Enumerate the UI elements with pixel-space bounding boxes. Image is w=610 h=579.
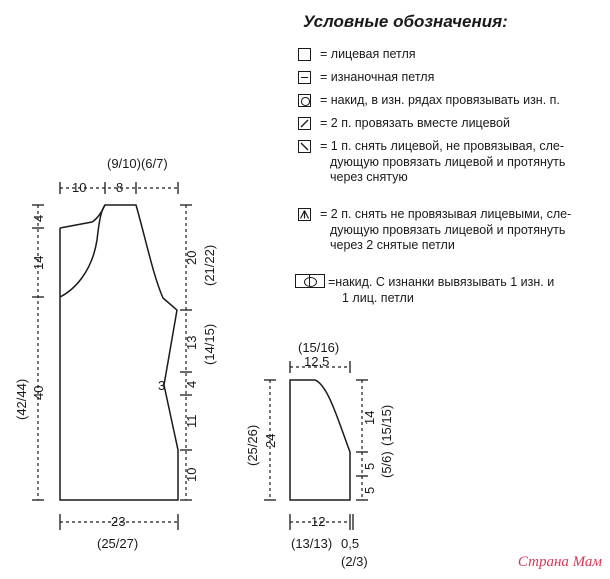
sleeve-right-label-d: (5/6) [379,451,394,478]
front-left-label-a: 4 [31,214,46,222]
front-left-label-c: (42/44) [14,378,29,420]
front-right-label-a: 20 [184,250,199,265]
sleeve-bottom-label-c: 0,5 [341,536,360,551]
front-inner-label: 3 [158,378,166,393]
front-top-label-b: 8 [116,180,124,195]
front-bottom-label-a: 23 [111,514,126,529]
legend-item-k2tog: = 2 п. провязать вместе лицевой [320,116,510,130]
legend-item-double-decrease [320,207,571,254]
sleeve-right-label-c: 5 [362,462,377,470]
legend-item-ssk-line-3: через снятую [330,170,408,184]
knit-square-icon [298,48,311,61]
front-top-label-c: (9/10)(6/7) [107,156,168,171]
front-right-label-d: (14/15) [202,323,217,365]
front-left-label-d: 40 [31,385,46,400]
sleeve-bottom-label-b: (13/13) [291,536,333,551]
yarn-over-twisted-icon [295,274,325,288]
legend-item-ssk [320,139,565,186]
ssk-left-slant-icon [298,140,311,153]
sleeve-left-label-b: 24 [263,433,278,448]
sleeve-right-label-a: 14 [362,410,377,425]
legend-item-yot-line-2: 1 лиц. петли [342,290,414,305]
front-left-label-b: 14 [31,255,46,270]
sleeve-top-label-b: 12,5 [304,354,330,369]
legend-item-purl: = изнаночная петля [320,70,435,84]
double-decrease-icon [298,208,311,221]
sleeve-left-label-a: (25/26) [245,424,260,466]
legend-item-dd-line-2: дующую провязать лицевой и протянуть [330,222,566,237]
sleeve-outline [290,380,350,500]
yarn-over-circle-icon [298,94,311,107]
legend-item-dd-line-1: = 2 п. снять не провязывая лицевыми, сле- [320,207,572,221]
front-piece-outline [60,205,178,500]
purl-dash-icon [298,71,311,84]
legend-item-ssk-line-1: = 1 п. снять лицевой, не провязывая, сле- [320,139,564,153]
legend-item-dd-line-3: через 2 снятые петли [330,238,455,252]
k2tog-right-slant-icon [298,117,311,130]
front-right-label-b: (21/22) [202,244,217,286]
front-neck-curve [60,205,105,228]
front-right-label-h: 10 [184,467,199,482]
front-bottom-label-b: (25/27) [97,536,139,551]
legend-item-yarn-over-twisted [328,275,554,306]
sleeve-bottom-label-d: (2/3) [341,554,368,569]
front-right-label-e: 4 [184,380,199,388]
watermark: Страна Мам [517,554,602,570]
legend-title: Условные обозначения: [303,12,508,31]
front-right-label-c: 13 [184,335,199,350]
sleeve-top-label-a: (15/16) [298,340,340,355]
legend-item-yarn-over: = накид, в изн. рядах провязывать изн. п. [320,93,560,107]
sleeve-bottom-label-a: 12 [311,514,326,529]
front-top-label-a: 10 [72,180,87,195]
legend-item-ssk-line-2: дующую провязать лицевой и протянуть [330,154,566,169]
front-right-label-g: 11 [184,414,199,428]
legend-item-knit: = лицевая петля [320,47,416,61]
legend-item-yot-line-1: =накид. С изнанки вывязывать 1 изн. и [328,275,555,289]
sleeve-right-label-b: (15/15) [379,404,394,446]
sleeve-right-label-e: 5 [362,486,377,494]
